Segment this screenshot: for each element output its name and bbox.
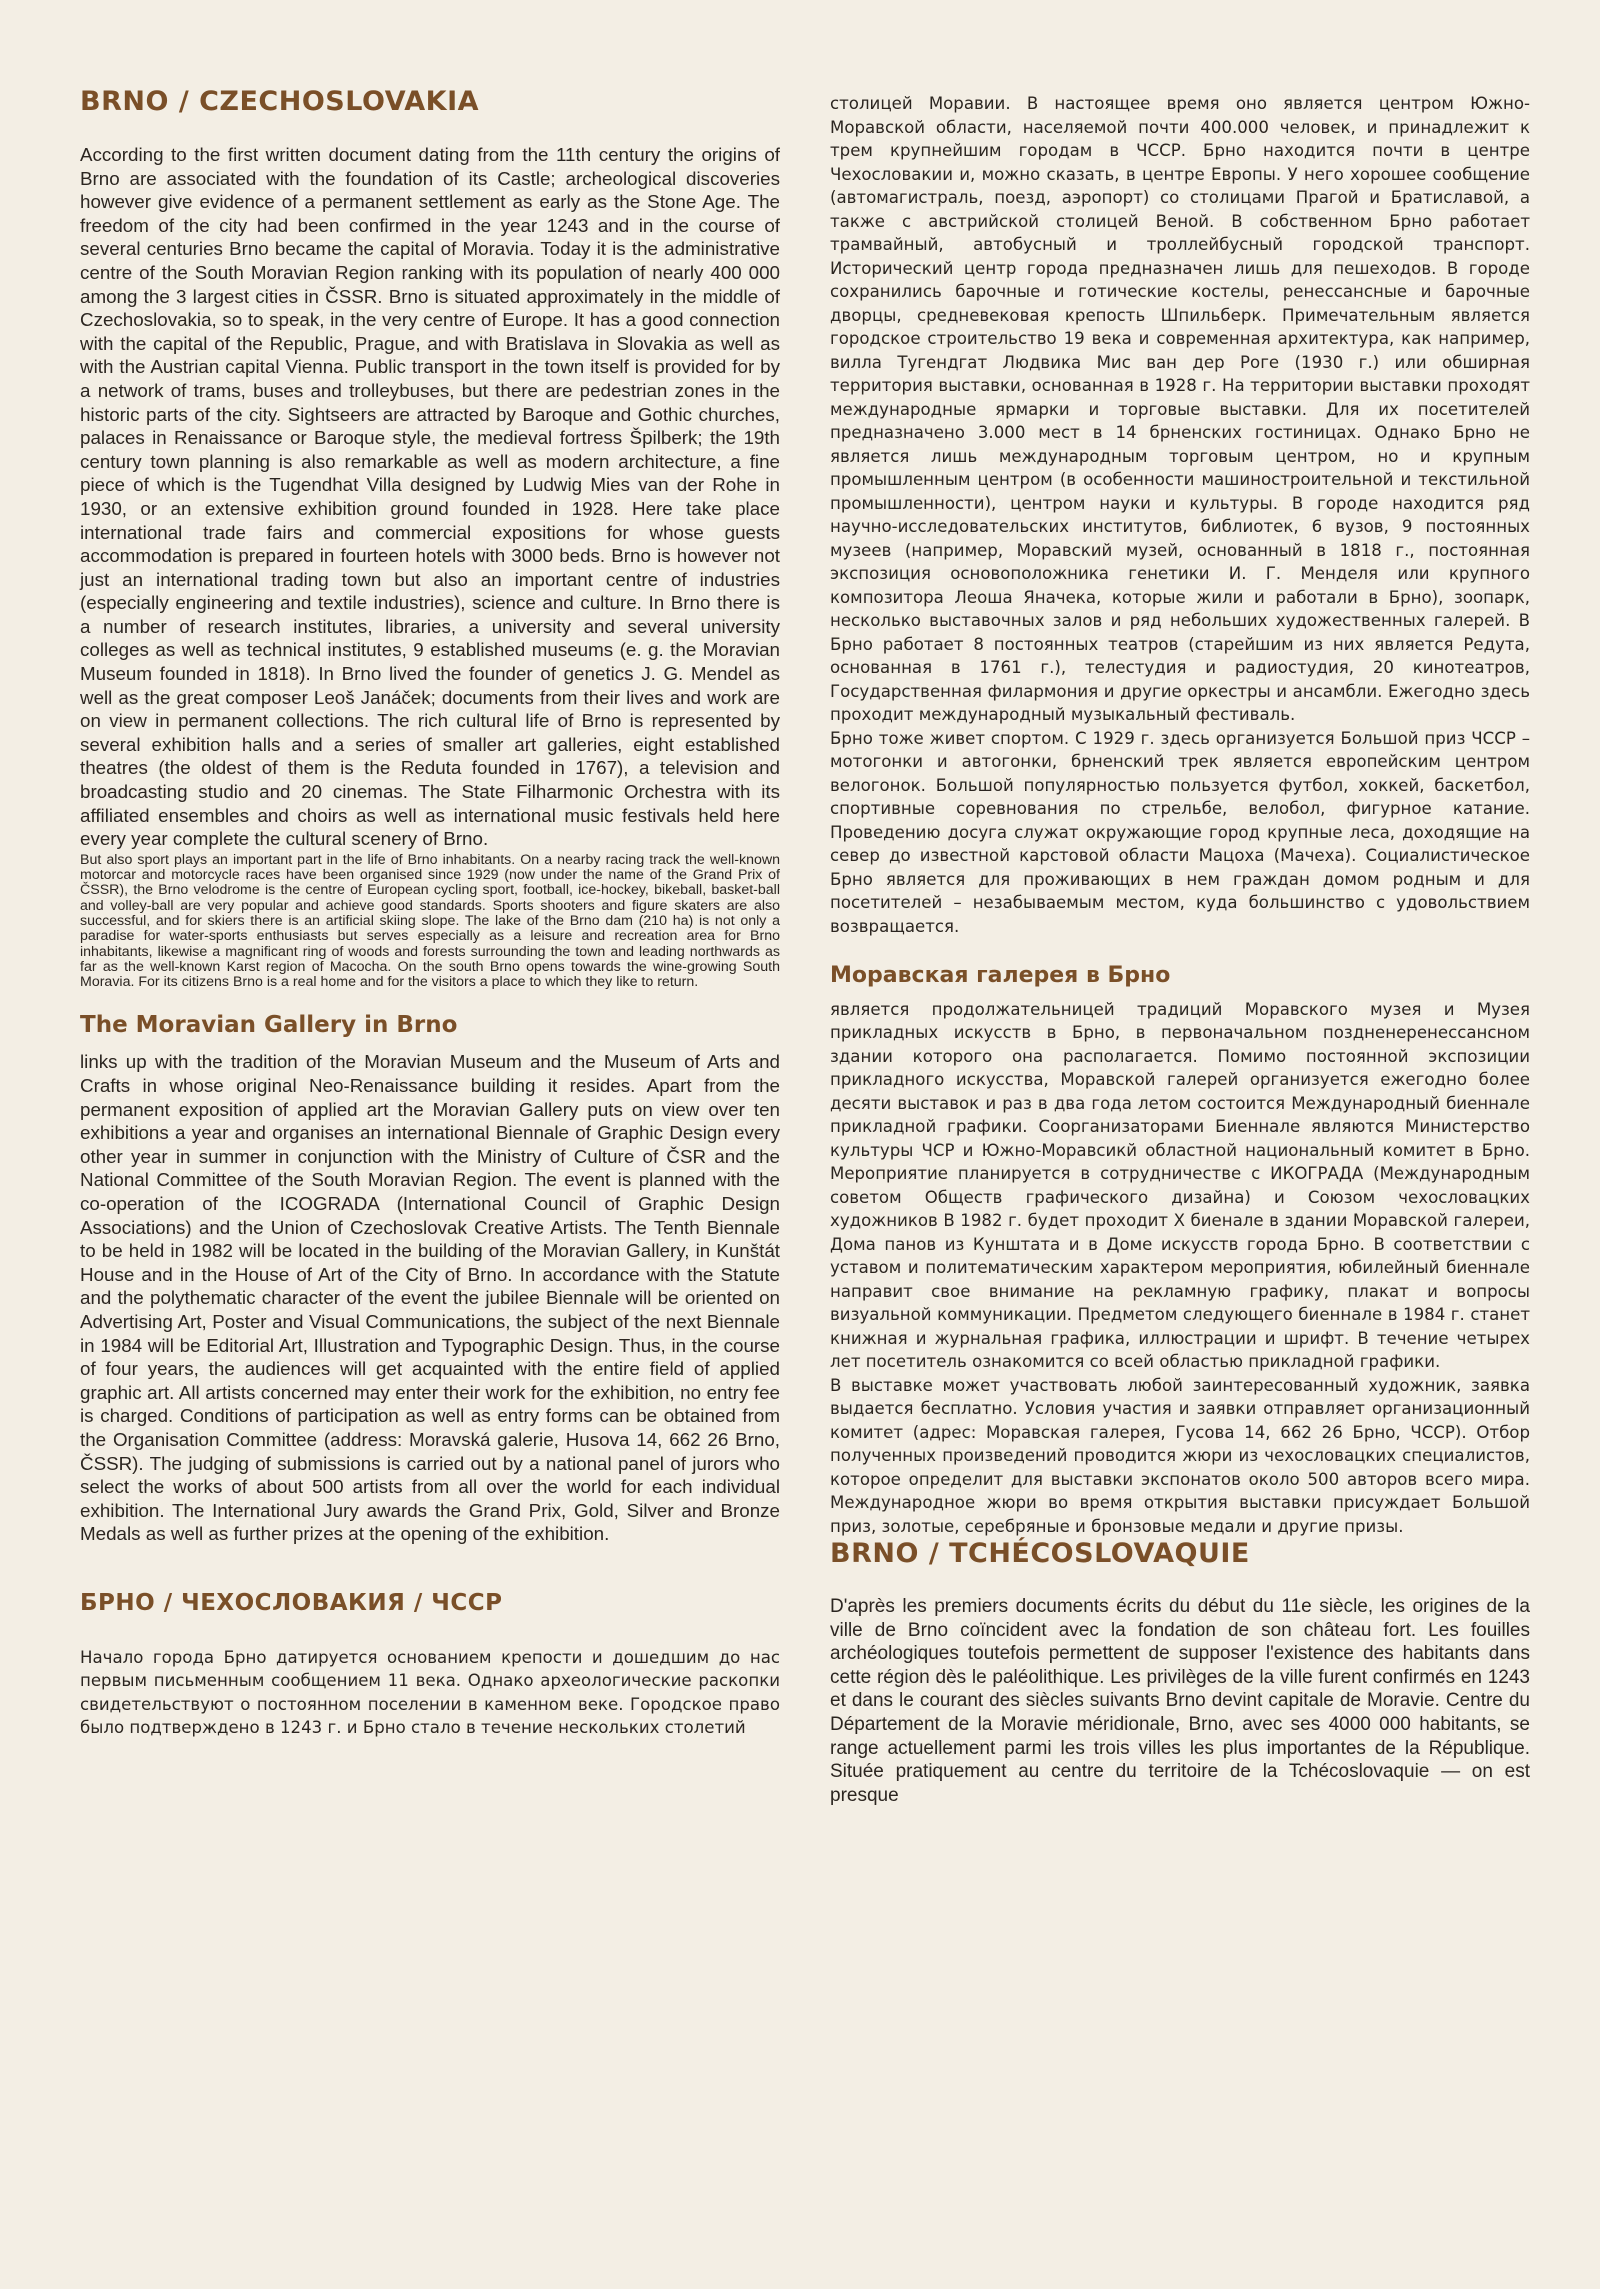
gallery-english: links up with the tradition of the Moravian Museum and the Museum of Arts and Crafts in whose original Neo-Renaissance building it resides. Apart from the permanent exposition of applied art the Moravian Gallery puts on view over ten exhibitions a year and organises an international Biennale of Graphic Design every other year in summer in conjunction with the Ministry of Culture of ČSR and the National Committee of the South Moravian Region. The event is planned with the co-operation of the ICOGRADA (International Council of Graphic Design Associations) and the Union of Czechoslovak Creative Artists. The Tenth Biennale to be held in 1982 will be located in the building of the Moravian Gallery, in Kunštát House and in the House of Art of the City of Brno. In accordance with the Statute and the polythematic character of the event the jubilee Biennale will be oriented on Advertising Art, Poster and Visual Communications, the subject of the next Biennale in 1984 will be Editorial Art, Illustration and Typographic Design. Thus, in the course of four years, the audiences will get acquainted with the entire field of applied graphic art. All artists concerned may enter their work for the exhibition, no entry fee is charged. Conditions of participation as well as entry forms can be obtained from the Organisation Committee (address: Moravská galerie, Husova 14, 662 26 Brno, ČSSR). The judging of submissions is carried out by a national panel of jurors who select the works of about 500 artists from all over the world for each individual exhibition. The International Jury awards the Grand Prix, Gold, Silver and Bronze Medals as well as further prizes at the opening of the exhibition. (80, 1051, 780, 1545)
gallery-russian-conditions: В выставке может участвовать любой заинтересованный художник, заявка выдается бесплатно. Условия участия и заявки отправляет организационный комитет (адрес: Моравская галерея, Гусова 14, 662 26 Брно, ЧССР). Отбор полученных произведений проводится жюри из чехословацких специалистов, которое определит для выставки экспонатов около 500 авторов всего мира. Международное жюри во время открытия выставки присуждает Большой приз, золотые, серебряные и бронзовые медали и другие призы. (830, 1375, 1530, 1536)
sport-english: But also sport plays an important part in the life of Brno inhabitants. On a nearby racing track the well-known motorcar and motorcycle races have been organised since 1929 (now under the name of the Grand Prix of ČSSR), the Brno velodrome is the centre of European cycling sport, football, ice-hockey, bikeball, basket-ball and volley-ball are very popular and achieve good standards. Sports shooters and figure skaters are also successful, and for skiers there is an artificial skiing slope. The lake of the Brno dam (210 ha) is not only a paradise for water-sports enthusiasts but serves especially as a leisure and recreation area for Brno inhabitants, likewise a magnificant ring of woods and forests surrounding the town and leading northwards as far as the well-known Karst region of Macocha. On the south Brno opens towards the wine-growing South Moravia. For its citizens Brno is a real home and for the visitors a place to which they like to return. (80, 851, 780, 991)
gallery-title-russian: Моравская галерея в Брно (830, 963, 1171, 988)
title-russian: БРНО / ЧЕХОСЛОВАКИЯ / ЧССР (80, 1589, 503, 1616)
intro-french: D'après les premiers documents écrits du début du 11e siècle, les origines de la ville de Brno coïncident avec la fondation de son château fort. Les fouilles archéologiques toutefois permettent de supposer l'existence des habitants dans cette région dès le paléolithique. Les privilèges de la ville furent confirmés en 1243 et dans le courant des siècles suivants Brno devint capitale de Moravie. Centre du Département de la Moravie méridionale, Brno, avec ses 4000 000 habitants, se range actuellement parmi les trois villes les plus importantes de la République. Située pratiquement au centre du territoire de la Tchécoslovaquie — on est presque (830, 1596, 1530, 1806)
intro-russian-start: Начало города Брно датируется основанием крепости и дошедшим до нас первым письменным сообщением 11 века. Однако археологические раскопки свидетельствуют о постоянном поселении в каменном веке. Городское право было подтверждено в 1243 г. и Брно стало в течение нескольких столетий (80, 1647, 780, 1738)
intro-russian-continued: столицей Моравии. В настоящее время оно является центром Южно-Моравской области, населяемой почти 400.000 человек, и принадлежит к трем крупнейшим городам в ЧССР. Брно находится почти в центре Чехословакии и, можно сказать, в центре Европы. У него хорошее сообщение (автомагистраль, поезд, аэропорт) со столицами Прагой и Братиславой, а также с австрийской столицей Веной. В собственном Брно работает трамвайный, автобусный и троллейбусный городской транспорт. Исторический центр города предназначен лишь для пешеходов. В городе сохранились барочные и готические костелы, ренессансные и барочные дворцы, средневековая крепость Шпильберк. Примечательным является городское строительство 19 века и современная архитектура, как например, вилла Тугендгат Людвика Мис ван дер Роге (1930 г.) или обширная территория выставки, основанная в 1928 г. На территории выставки проходят международные ярмарки и торговые выставки. Для их посетителей предназначено 3.000 мест в 14 брненских гостиницах. Однако Брно не является лишь международным торговым центром, но и крупным промышленным центром (в особенности машиностроительной и текстильной промышленности), центром науки и культуры. В городе находится ряд научно-исследовательских институтов, библиотек, 6 вузов, 9 постоянных музеев (например, Моравский музей, основанный в 1818 г., постоянная экспозиция основоположника генетики И. Г. Менделя или крупного композитора Леоша Яначека, которые жили и работали в Брно), зоопарк, несколько выставочных залов и ряд небольших художественных галерей. В Брно работает 8 постоянных театров (старейшим из них является Редута, основанная в 1761 г.), телестудия и радиостудия, 20 кинотеатров, Государственная филармония и другие оркестры и ансамбли. Ежегодно здесь проходит международный музыкальный фестиваль. (830, 94, 1530, 724)
left-column (80, 86, 780, 1740)
gallery-russian: является продолжательницей традиций Моравского музея и Музея прикладных искусств в Брно, в первоначальном поздненеренессансном здании которого она располагается. Помимо постоянной экспозиции прикладного искусства, Моравской галерей организуется ежегодно более десяти выставок и раз в два года летом состоится Международный биеннале прикладной графики. Соорганизаторами Биеннале являются Министерство культуры ЧСР и Южно-Моравсикй областной национальный комитет в Брно. Мероприятие планируется в сотрудничестве с ИКОГРАДА (Международным советом Обществ графического дизайна) и Союзом чехословацких художников В 1982 г. будет проходит X биенале в здании Моравской галереи, Дома панов из Кунштата и в Доме искусств города Брно. В соответствии с уставом и политематическим характером мероприятия, юбилейный биеннале направит свое внимание на рекламную графику, плакат и вопросы визуальной коммуникации. Предметом следующего биеннале в 1984 г. станет книжная и журнальная графика, иллюстрации и шрифт. В течение четырех лет посетитель ознакомится со всей областью прикладной графики. (830, 999, 1530, 1371)
right-column (830, 92, 1530, 1807)
title-french: BRNO / TCHÉCOSLOVAQUIE (830, 1538, 1250, 1569)
title-english: BRNO / CZECHOSLOVAKIA (80, 86, 480, 117)
gallery-title-english: The Moravian Gallery in Brno (80, 1012, 458, 1039)
intro-english: According to the first written document dating from the 11th century the origins of Brno are associated with the foundation of its Castle; archeological discoveries however give evidence of a permanent settlement as early as the Stone Age. The freedom of the city had been confirmed in the year 1243 and in the course of several centuries Brno became the capital of Moravia. Today it is the administrative centre of the South Moravian Region ranking with its population of nearly 400 000 among the 3 largest cities in ČSSR. Brno is situated approximately in the middle of Czechoslovakia, so to speak, in the very centre of Europe. It has a good connection with the capital of the Republic, Prague, and with Bratislava in Slovakia as well as with the Austrian capital Vienna. Public transport in the town itself is provided for by a network of trams, buses and trolleybuses, but there are pedestrian zones in the historic parts of the city. Sightseers are attracted by Baroque and Gothic churches, palaces in Renaissance or Baroque style, the medieval fortress Špilberk; the 19th century town planning is also remarkable as well as modern architecture, a fine piece of which is the Tugendhat Villa designed by Ludwig Mies van der Rohe in 1930, or an extensive exhibition ground founded in 1928. Here take place international trade fairs and commercial expositions for whose guests accommodation is prepared in fourteen hotels with 3000 beds. Brno is however not just an international trading town but also an important centre of industries (especially engineering and textile industries), science and culture. In Brno there is a number of research institutes, libraries, a university and several university colleges as well as technical institutes, 9 established museums (e. g. the Moravian Museum founded in 1818). In Brno lived the founder of genetics J. G. Mendel as well as the great composer Leoš Janáček; documents from their lives and work are on view in permanent collections. The rich cultural life of Brno is represented by several exhibition halls and a series of smaller art galleries, eight established theatres (the oldest of them is the Reduta founded in 1767), a television and broadcasting studio and 20 cinemas. The State Filharmonic Orchestra with its affiliated ensembles and choirs as well as international music festivals held here every year complete the cultural scenery of Brno. (80, 144, 780, 850)
sport-russian: Брно тоже живет спортом. С 1929 г. здесь организуется Большой приз ЧССР – мотогонки и автогонки, брненский трек является европейским центром велогонок. Большой популярностью пользуется футбол, хоккей, баскетбол, спортивные соревнования по стрельбе, велобол, фигурное катание. Проведению досуга служат окружающие город крупные леса, доходящие на север до известной карстовой области Мацоха (Мачеха). Социалистическое Брно является для проживающих в нем граждан домом родным и для посетителей – незабываемым местом, куда большинство с удовольствием возвращается. (830, 728, 1530, 936)
